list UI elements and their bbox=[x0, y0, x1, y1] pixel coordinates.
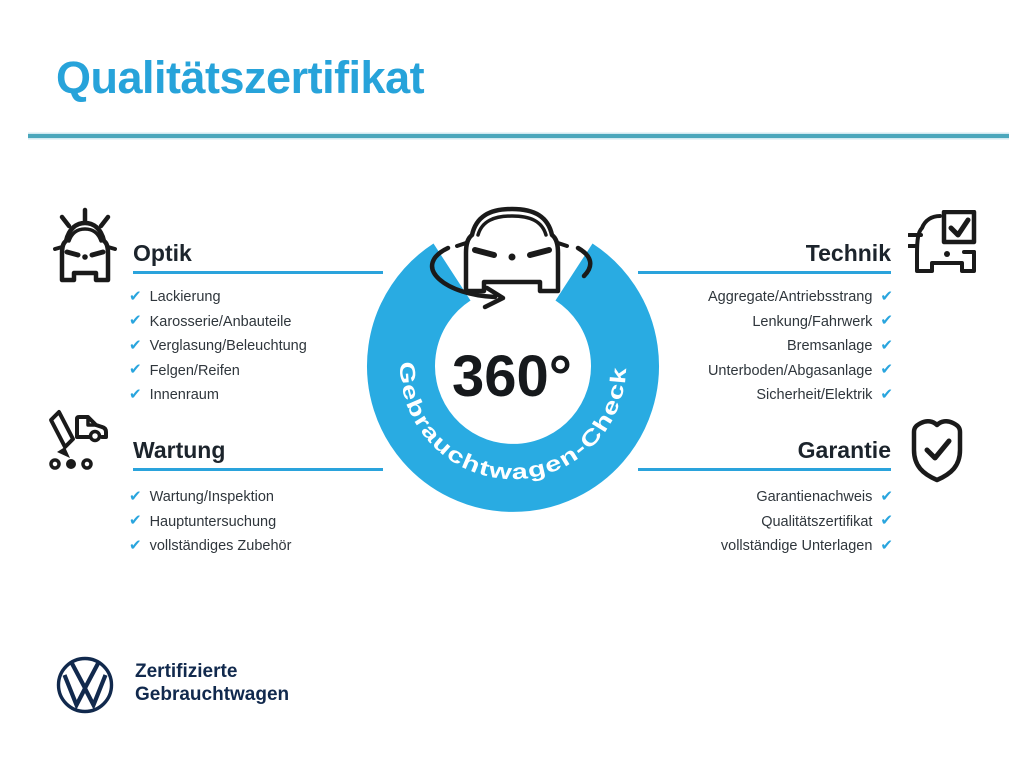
check-item bbox=[752, 310, 893, 335]
check-item-label: Hauptuntersuchung bbox=[149, 513, 277, 530]
section-rule-wartung bbox=[133, 468, 383, 471]
check-icon: ✔ bbox=[129, 311, 142, 330]
check-item-label: Lenkung/Fahrwerk bbox=[752, 313, 873, 330]
check-icon: ✔ bbox=[880, 360, 893, 379]
check-icon: ✔ bbox=[129, 535, 142, 554]
check-item bbox=[756, 383, 893, 408]
check-icon: ✔ bbox=[880, 384, 893, 403]
check-item-label: Qualitätszertifikat bbox=[761, 513, 873, 530]
check-item-label: Unterboden/Abgasanlage bbox=[707, 362, 873, 379]
check-item bbox=[129, 383, 307, 408]
section-title-optik: Optik bbox=[133, 240, 192, 266]
check-item-label: Karosserie/Anbauteile bbox=[149, 313, 292, 330]
page-title: Qualitätszertifikat bbox=[56, 52, 425, 103]
check-item bbox=[787, 334, 893, 359]
service-checklist-icon bbox=[44, 409, 110, 473]
check-icon: ✔ bbox=[129, 286, 142, 305]
check-item-label: vollständige Unterlagen bbox=[720, 538, 873, 555]
section-title-wartung: Wartung bbox=[133, 437, 226, 463]
section-title-garantie: Garantie bbox=[797, 437, 891, 463]
wartung-check-list bbox=[129, 485, 291, 559]
vw-logo bbox=[55, 655, 115, 715]
shining-car-icon bbox=[50, 207, 118, 285]
check-item bbox=[129, 510, 291, 535]
title-divider bbox=[28, 134, 1009, 138]
shield-check-icon bbox=[906, 417, 968, 485]
check-item bbox=[756, 485, 893, 510]
check-item-label: Verglasung/Beleuchtung bbox=[149, 338, 307, 355]
technik-check-list bbox=[708, 285, 893, 408]
check-icon: ✔ bbox=[880, 511, 893, 530]
check-icon: ✔ bbox=[129, 384, 142, 403]
garantie-check-list bbox=[721, 485, 893, 559]
brand-line2: Gebrauchtwagen bbox=[135, 684, 290, 705]
brand-line1: Zertifizierte bbox=[135, 661, 238, 682]
check-item-label: Bremsanlage bbox=[786, 338, 873, 355]
check-item-label: Felgen/Reifen bbox=[149, 362, 240, 379]
section-title-technik: Technik bbox=[805, 240, 891, 266]
check-item bbox=[129, 334, 307, 359]
degree-label: 360° bbox=[452, 344, 572, 409]
check-icon: ✔ bbox=[129, 486, 142, 505]
car-checkbox-icon bbox=[908, 210, 978, 280]
optik-check-list bbox=[129, 285, 307, 408]
check-item-label: vollständiges Zubehör bbox=[149, 538, 292, 555]
check-item-label: Garantienachweis bbox=[756, 489, 873, 506]
check-item bbox=[129, 310, 307, 335]
brand-text bbox=[135, 660, 289, 706]
check-item-label: Aggregate/Antriebsstrang bbox=[707, 289, 873, 306]
section-rule-garantie bbox=[638, 468, 891, 471]
check-item-label: Lackierung bbox=[149, 289, 221, 306]
check-item bbox=[708, 285, 893, 310]
check-icon: ✔ bbox=[129, 335, 142, 354]
check-icon: ✔ bbox=[880, 535, 893, 554]
check-item bbox=[721, 534, 893, 559]
check-icon: ✔ bbox=[880, 311, 893, 330]
check-icon: ✔ bbox=[129, 360, 142, 379]
check-item bbox=[129, 285, 307, 310]
check-item bbox=[761, 510, 893, 535]
check-item-label: Sicherheit/Elektrik bbox=[756, 387, 873, 404]
check-icon: ✔ bbox=[880, 286, 893, 305]
check-item-label: Innenraum bbox=[149, 387, 219, 404]
check-item bbox=[708, 359, 893, 384]
check-item bbox=[129, 534, 291, 559]
section-rule-optik bbox=[133, 271, 383, 274]
check-item bbox=[129, 485, 291, 510]
check-icon: ✔ bbox=[880, 335, 893, 354]
check-icon: ✔ bbox=[880, 486, 893, 505]
check-icon: ✔ bbox=[129, 511, 142, 530]
ring-curved-label: Gebrauchtwagen-Check bbox=[394, 360, 631, 485]
check-item-label: Wartung/Inspektion bbox=[149, 489, 274, 506]
360-check-badge bbox=[355, 193, 675, 518]
check-item bbox=[129, 359, 307, 384]
section-rule-technik bbox=[638, 271, 891, 274]
